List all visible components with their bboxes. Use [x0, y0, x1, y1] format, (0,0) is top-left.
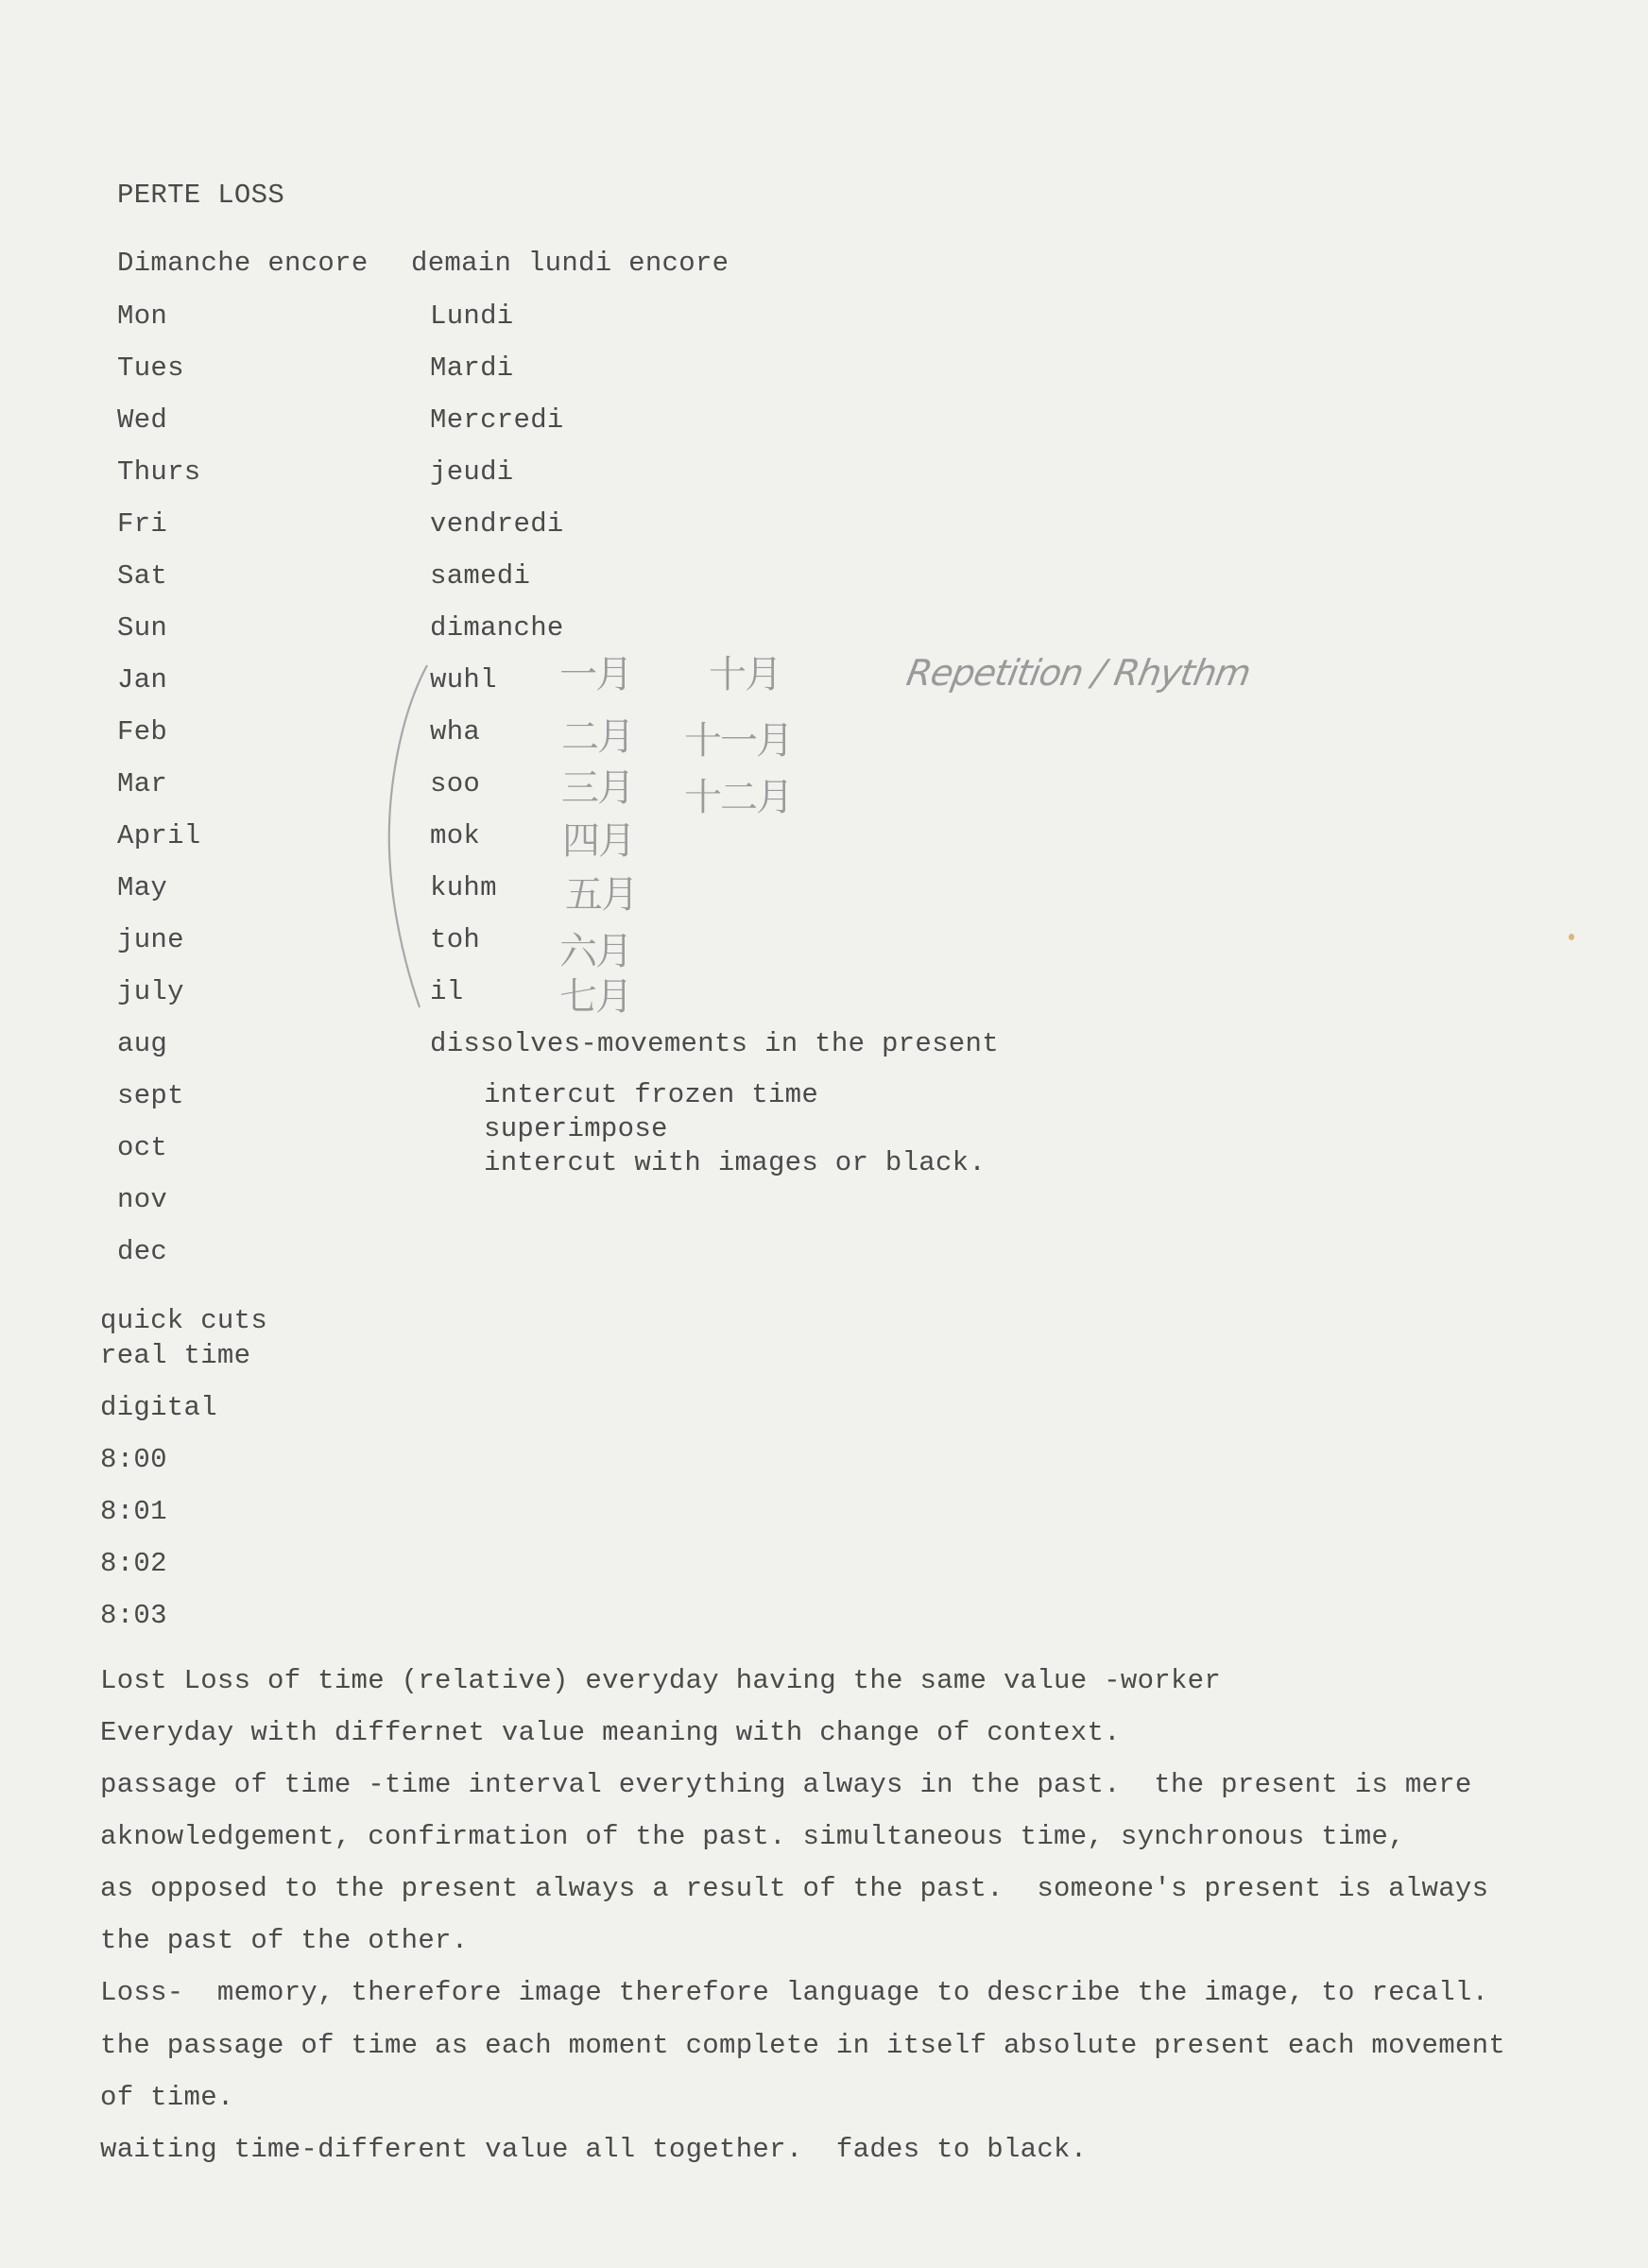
- month-en: Jan: [117, 664, 168, 696]
- weekday-fr: dimanche: [430, 612, 564, 644]
- weekday-en: Fri: [117, 508, 168, 540]
- paragraph-line: the past of the other.: [100, 1925, 469, 1956]
- paragraph-line: of time.: [100, 2082, 234, 2113]
- handwritten-month: 一月: [559, 653, 631, 696]
- paragraph-line: Everyday with differnet value meaning with change of context.: [100, 1717, 1121, 1748]
- month-ko: mok: [430, 820, 481, 851]
- paper-speck: [1569, 934, 1574, 940]
- weekday-fr: Lundi: [430, 301, 514, 332]
- time-readout: 8:03: [100, 1600, 167, 1631]
- paragraph-line: as opposed to the present always a result of the past. someone's present is always: [100, 1873, 1489, 1904]
- month-en: May: [117, 872, 168, 903]
- weekday-en: Wed: [117, 404, 168, 436]
- pencil-bracket-icon: [378, 662, 435, 1011]
- month-ko: toh: [430, 924, 481, 955]
- month-en: oct: [117, 1132, 168, 1163]
- header-right: demain lundi encore: [411, 248, 730, 279]
- handwritten-month: 十月: [709, 653, 781, 696]
- paragraph-line: waiting time-different value all together. fades to black.: [100, 2134, 1088, 2165]
- technique-item: intercut with images or black.: [484, 1147, 987, 1178]
- technique-item: intercut frozen time: [484, 1079, 819, 1110]
- handwritten-month: 三月: [561, 766, 633, 810]
- handwritten-month: 七月: [559, 975, 631, 1019]
- paragraph-line: Lost Loss of time (relative) everyday having the same value -worker: [100, 1665, 1222, 1696]
- weekday-fr: Mercredi: [430, 404, 564, 436]
- weekday-en: Thurs: [117, 456, 201, 488]
- month-ko: il: [430, 976, 464, 1007]
- paragraph-line: aknowledgement, confirmation of the past. simultaneous time, synchronous time,: [100, 1821, 1405, 1852]
- month-en: April: [117, 820, 201, 851]
- handwritten-month: 十一月: [684, 719, 792, 763]
- month-en: sept: [117, 1080, 184, 1111]
- handwritten-month: 六月: [559, 930, 631, 973]
- header-left: Dimanche encore: [117, 248, 369, 279]
- handwritten-month: 五月: [565, 873, 637, 917]
- digital-label: digital: [100, 1392, 217, 1423]
- handwritten-month: 二月: [561, 715, 633, 759]
- real-time-label: real time: [100, 1340, 251, 1371]
- weekday-en: Sat: [117, 560, 168, 592]
- time-readout: 8:02: [100, 1548, 167, 1579]
- page-title: PERTE LOSS: [117, 180, 285, 211]
- month-ko: wuhl: [430, 664, 497, 696]
- weekday-fr: vendredi: [430, 508, 564, 540]
- month-en: june: [117, 924, 184, 955]
- month-en: Feb: [117, 716, 168, 747]
- technique-item: superimpose: [484, 1113, 668, 1144]
- paragraph-line: Loss- memory, therefore image therefore language to describe the image, to recall.: [100, 1977, 1489, 2008]
- weekday-fr: samedi: [430, 560, 531, 592]
- paragraph-line: passage of time -time interval everything always in the past. the present is mere: [100, 1769, 1472, 1800]
- time-readout: 8:00: [100, 1444, 167, 1475]
- month-ko: kuhm: [430, 872, 497, 903]
- handwritten-month: 十二月: [684, 776, 792, 819]
- technique-heading: dissolves-movements in the present: [430, 1028, 999, 1059]
- month-en: Mar: [117, 768, 168, 799]
- paragraph-line: the passage of time as each moment complete in itself absolute present each movement: [100, 2030, 1506, 2061]
- weekday-fr: jeudi: [430, 456, 514, 488]
- month-en: aug: [117, 1028, 168, 1059]
- month-ko: soo: [430, 768, 481, 799]
- weekday-en: Sun: [117, 612, 168, 644]
- handwritten-note: Repetition / Rhythm: [903, 652, 1254, 694]
- time-readout: 8:01: [100, 1496, 167, 1527]
- weekday-en: Mon: [117, 301, 168, 332]
- month-ko: wha: [430, 716, 481, 747]
- month-en: july: [117, 976, 184, 1007]
- weekday-fr: Mardi: [430, 352, 514, 384]
- handwritten-month: 四月: [562, 819, 634, 863]
- quick-cuts-label: quick cuts: [100, 1305, 268, 1336]
- month-en: nov: [117, 1184, 168, 1215]
- month-en: dec: [117, 1236, 168, 1267]
- weekday-en: Tues: [117, 352, 184, 384]
